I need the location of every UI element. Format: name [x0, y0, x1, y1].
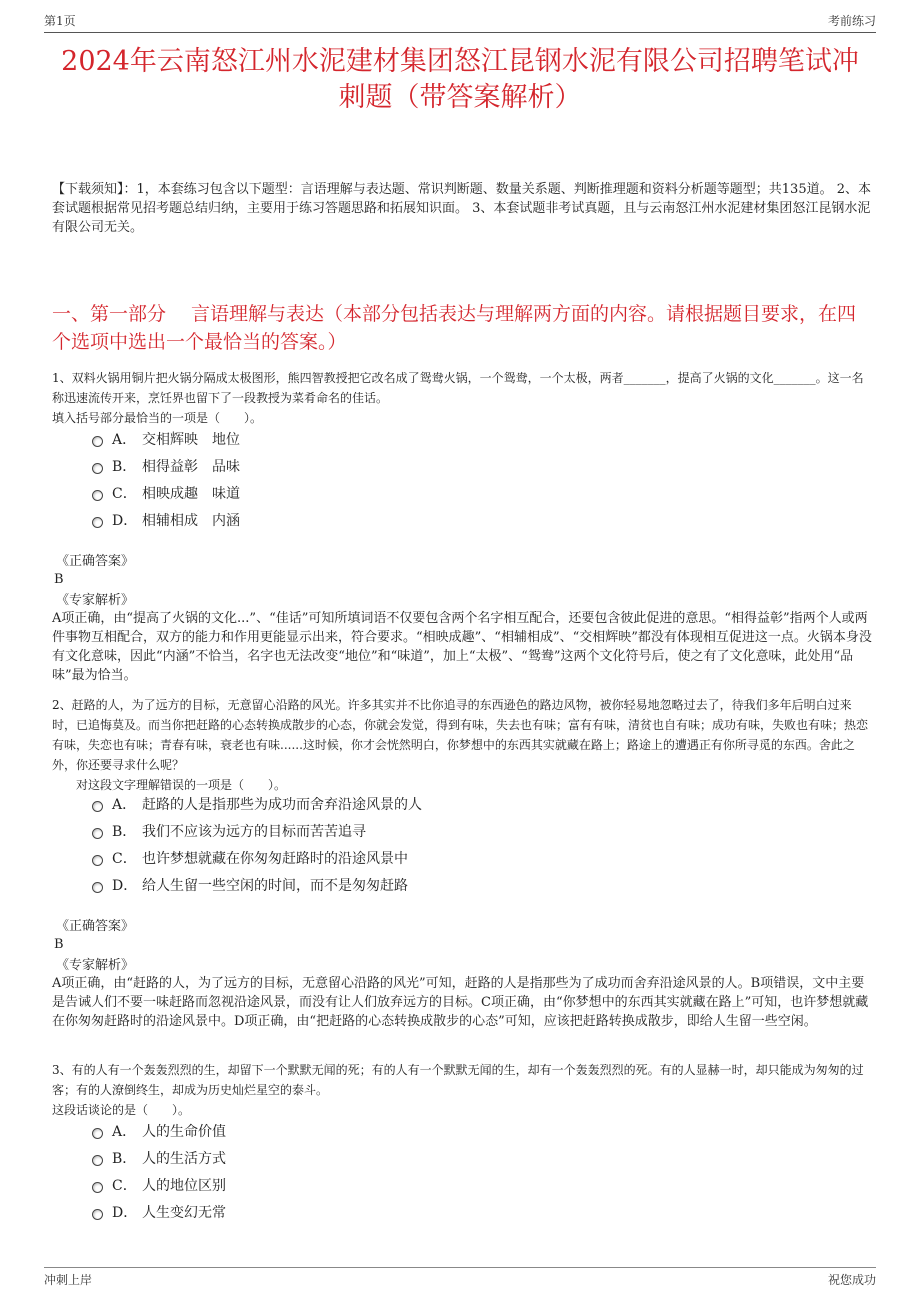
option-text: 也许梦想就藏在你匆匆赶路时的沿途风景中	[142, 851, 408, 867]
page-number: 第1页	[44, 14, 76, 28]
option-text: 交相辉映 地位	[142, 432, 240, 448]
page-footer	[44, 1271, 876, 1289]
radio-button[interactable]	[92, 1182, 103, 1193]
download-notice: 【下载须知】：1，本套练习包含以下题型：言语理解与表达题、常识判断题、数量关系题、判断推理题和资料分析题等题型；共135道。 2、本套试题根据常见招考题总结归纳，主要用于练习答题思路和拓展知识面。 3、本套试题非考试真题，且与云南怒江州水泥建材集团怒江昆钢水泥有限公司无关。	[52, 182, 871, 235]
radio-button[interactable]	[92, 436, 103, 447]
option-letter: B．	[112, 824, 137, 840]
question-stem: 3、有的人有一个轰轰烈烈的生，却留下一个默默无闻的死；有的人有一个默默无闻的生，却有一个轰轰烈烈的死。有的人显赫一时，却只能成为匆匆的过客；有的人潦倒终生，却成为历史灿烂星空的泰斗。	[52, 1063, 864, 1097]
question-stem: 1、双料火锅用铜片把火锅分隔成太极图形，熊四智教授把它改名成了鸳鸯火锅，一个鸳鸯，一个太极，两者_______，提高了火锅的文化_______。这一名称迅速流传开来，烹饪界也留下了一段教授为菜肴命名的佳话。	[52, 371, 864, 405]
footer-right: 祝您成功	[827, 1273, 876, 1287]
option-text: 赶路的人是指那些为成功而舍弃沿途风景的人	[142, 797, 422, 813]
option-letter: B．	[112, 459, 137, 475]
document-title: 2024年云南怒江州水泥建材集团怒江昆钢水泥有限公司招聘笔试冲刺题（带答案解析）	[61, 46, 859, 113]
option-letter: C．	[112, 851, 137, 867]
correct-answer: B	[54, 937, 64, 952]
radio-button[interactable]	[92, 1155, 103, 1166]
option-letter: A．	[112, 432, 137, 448]
radio-button[interactable]	[92, 855, 103, 866]
answer-label: 《正确答案》	[56, 554, 135, 569]
option-letter: C．	[112, 1178, 137, 1194]
option-letter: D．	[112, 1205, 138, 1221]
option-letter: B．	[112, 1151, 137, 1167]
answer-label: 《正确答案》	[56, 919, 135, 934]
option-letter: D．	[112, 513, 138, 529]
option-text: 人生变幻无常	[142, 1205, 226, 1221]
explanation-label: 《专家解析》	[56, 593, 135, 608]
radio-button[interactable]	[92, 828, 103, 839]
radio-button[interactable]	[92, 490, 103, 501]
radio-button[interactable]	[92, 882, 103, 893]
header-divider	[44, 32, 876, 33]
question-stem: 2、赶路的人，为了远方的目标，无意留心沿路的风光。许多其实并不比你追寻的东西逊色的路边风物，被你轻易地忽略过去了，待我们多年后明白过来时，已追悔莫及。而当你把赶路的心态转换成散步的心态，你就会发觉，得到有味，失去也有味；富有有味，清贫也自有味；成功有味，失败也有味；热恋有味，失恋也有味；青春有味，衰老也有味......这时候，你才会恍然明白，你梦想中的东西其实就藏在路上；路途上的遭遇正有你所寻觅的东西。舍此之外，你还要寻求什么呢？	[52, 698, 869, 772]
option-text: 我们不应该为远方的目标而苦苦追寻	[142, 824, 366, 840]
option-letter: A．	[112, 1124, 137, 1140]
question-prompt: 填入括号部分最恰当的一项是（ ）。	[52, 411, 263, 425]
option-text: 人的生活方式	[142, 1151, 226, 1167]
option-letter: D．	[112, 878, 138, 894]
section-heading: 一、第一部分 言语理解与表达（本部分包括表达与理解两方面的内容。请根据题目要求，在四个选项中选出一个最恰当的答案。）	[52, 303, 857, 353]
question-prompt: 对这段文字理解错误的一项是（ ）。	[76, 778, 287, 792]
radio-button[interactable]	[92, 801, 103, 812]
radio-button[interactable]	[92, 1209, 103, 1220]
question-3	[52, 1060, 872, 1120]
option-text: 人的生命价值	[142, 1124, 226, 1140]
radio-button[interactable]	[92, 517, 103, 528]
explanation-label: 《专家解析》	[56, 958, 135, 973]
option-text: 相得益彰 品味	[142, 459, 240, 475]
footer-divider	[44, 1267, 876, 1268]
option-letter: A．	[112, 797, 137, 813]
option-text: 人的地位区别	[142, 1178, 226, 1194]
radio-button[interactable]	[92, 1128, 103, 1139]
correct-answer: B	[54, 572, 64, 587]
option-letter: C．	[112, 486, 137, 502]
option-text: 相映成趣 味道	[142, 486, 240, 502]
header-label: 考前练习	[827, 14, 876, 28]
option-text: 给人生留一些空闲的时间，而不是匆匆赶路	[142, 878, 408, 894]
option-text: 相辅相成 内涵	[142, 513, 240, 529]
footer-left: 冲刺上岸	[44, 1273, 93, 1287]
explanation-text: A项正确，由“提高了火锅的文化...”、“佳话”可知所填词语不仅要包含两个名字相互配合，还要包含彼此促进的意思。“相得益彰”指两个人或两件事物互相配合，双方的能力和作用更能显示出来，符合要求。“相映成趣”、“相辅相成”、“交相辉映”都没有体现相互促进这一点。火锅本身没有文化意味，因此“内涵”不恰当，名字也无法改变“地位”和“味道”，加上“太极”、“鸳鸯”这两个文化符号后，使之有了文化意味，此处用“品味”最为恰当。	[52, 611, 872, 683]
question-1	[52, 368, 872, 428]
question-2	[52, 695, 872, 795]
page-header	[44, 12, 876, 30]
radio-button[interactable]	[92, 463, 103, 474]
question-prompt: 这段话谈论的是（ ）。	[52, 1103, 191, 1117]
explanation-text: A项正确，由“赶路的人，为了远方的目标，无意留心沿路的风光”可知，赶路的人是指那些为了成功而舍弃沿途风景的人。B项错误，文中主要是告诫人们不要一味赶路而忽视沿途风景，而没有让人们放弃远方的目标。C项正确，由“你梦想中的东西其实就藏在路上”可知，也许梦想就藏在你匆匆赶路时的沿途风景中。D项正确，由“把赶路的心态转换成散步的心态”可知，应该把赶路转换成散步，即给人生留一些空闲。	[52, 976, 869, 1029]
